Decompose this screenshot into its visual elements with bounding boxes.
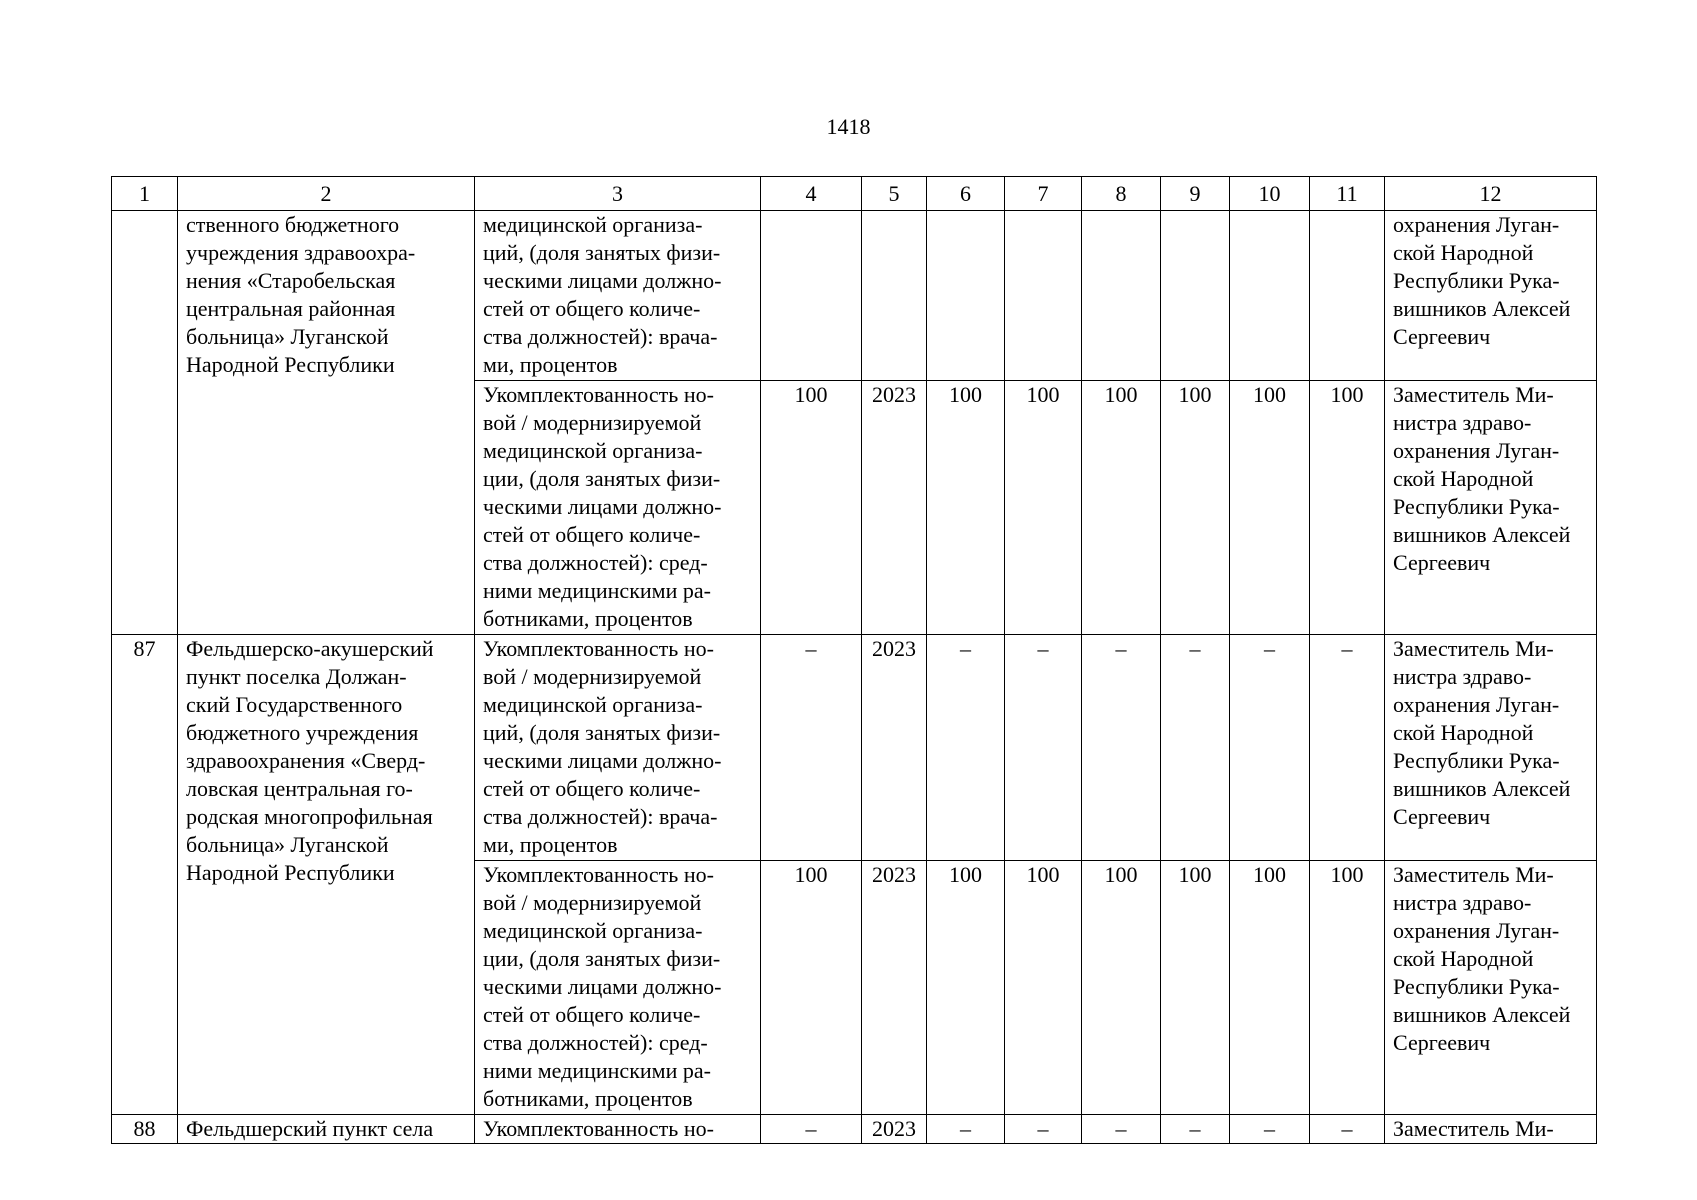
value-cell: 2023	[862, 381, 927, 635]
value-cell: 100	[1230, 381, 1310, 635]
indicator-cell: Укомплектованность но- вой / модернизируемой медицинской организа- ций, (доля занятых физи- ческими лицами должно- стей от общего количе- ства должностей): врача- ми, процентов	[475, 635, 761, 861]
value-cell: –	[1082, 1115, 1161, 1144]
column-header: 7	[1005, 177, 1082, 211]
header-row	[112, 177, 1597, 211]
column-header: 10	[1230, 177, 1310, 211]
value-cell	[1005, 211, 1082, 381]
table-row	[112, 635, 1597, 861]
value-cell: 100	[927, 381, 1005, 635]
value-cell: 100	[1005, 381, 1082, 635]
value-cell: 2023	[862, 635, 927, 861]
value-cell: –	[1230, 635, 1310, 861]
value-cell: 100	[1082, 861, 1161, 1115]
value-cell	[862, 211, 927, 381]
indicator-cell: Укомплектованность но- вой / модернизируемой медицинской организа- ции, (доля занятых физи- ческими лицами должно- стей от общего количе- ства должностей): сред- ними медицинскими ра- ботниками, процентов	[475, 861, 761, 1115]
value-cell: 100	[1230, 861, 1310, 1115]
value-cell	[1230, 211, 1310, 381]
indicator-cell: Укомплектованность но- вой / модернизируемой медицинской организа- ции, (доля занятых физи- ческими лицами должно- стей от общего количе- ства должностей): сред- ними медицинскими ра- ботниками, процентов	[475, 381, 761, 635]
indicators-table	[111, 176, 1597, 1144]
table-row	[112, 1115, 1597, 1144]
responsible-cell: Заместитель Ми-	[1385, 1115, 1597, 1144]
column-header: 3	[475, 177, 761, 211]
value-cell	[927, 211, 1005, 381]
value-cell	[1082, 211, 1161, 381]
value-cell: 100	[1310, 861, 1385, 1115]
value-cell	[1310, 211, 1385, 381]
value-cell: 100	[761, 861, 862, 1115]
indicator-cell: Укомплектованность но-	[475, 1115, 761, 1144]
value-cell: –	[1161, 1115, 1230, 1144]
value-cell: –	[1005, 1115, 1082, 1144]
value-cell: 100	[1082, 381, 1161, 635]
value-cell: 100	[1310, 381, 1385, 635]
value-cell: 100	[761, 381, 862, 635]
value-cell: 2023	[862, 861, 927, 1115]
value-cell: –	[1230, 1115, 1310, 1144]
value-cell: –	[1310, 635, 1385, 861]
responsible-cell: Заместитель Ми- нистра здраво- охранения Луган- ской Народной Республики Рука- вишников Алексей Сергеевич	[1385, 381, 1597, 635]
value-cell	[761, 211, 862, 381]
column-header: 2	[178, 177, 475, 211]
row-number-cell	[112, 211, 178, 635]
value-cell: –	[927, 635, 1005, 861]
value-cell: –	[1082, 635, 1161, 861]
value-cell: –	[927, 1115, 1005, 1144]
value-cell: –	[1005, 635, 1082, 861]
value-cell: 100	[927, 861, 1005, 1115]
column-header: 5	[862, 177, 927, 211]
value-cell: –	[761, 635, 862, 861]
institution-cell: ственного бюджетного учреждения здравоохра- нения «Старобельская центральная районная больница» Луганской Народной Республики	[178, 211, 475, 635]
row-number-cell: 88	[112, 1115, 178, 1144]
value-cell: 100	[1005, 861, 1082, 1115]
responsible-cell: охранения Луган- ской Народной Республики Рука- вишников Алексей Сергеевич	[1385, 211, 1597, 381]
value-cell: 100	[1161, 381, 1230, 635]
page-number: 1418	[826, 114, 871, 139]
value-cell: –	[1310, 1115, 1385, 1144]
value-cell: 100	[1161, 861, 1230, 1115]
institution-cell: Фельдшерский пункт села	[178, 1115, 475, 1144]
column-header: 8	[1082, 177, 1161, 211]
responsible-cell: Заместитель Ми- нистра здраво- охранения Луган- ской Народной Республики Рука- вишников Алексей Сергеевич	[1385, 861, 1597, 1115]
value-cell: –	[761, 1115, 862, 1144]
value-cell	[1161, 211, 1230, 381]
column-header: 11	[1310, 177, 1385, 211]
table-row	[112, 211, 1597, 381]
value-cell: –	[1161, 635, 1230, 861]
column-header: 12	[1385, 177, 1597, 211]
value-cell: 2023	[862, 1115, 927, 1144]
column-header: 6	[927, 177, 1005, 211]
column-header: 4	[761, 177, 862, 211]
column-header: 9	[1161, 177, 1230, 211]
row-number-cell: 87	[112, 635, 178, 1115]
indicator-cell: медицинской организа- ций, (доля занятых физи- ческими лицами должно- стей от общего количе- ства должностей): врача- ми, процентов	[475, 211, 761, 381]
responsible-cell: Заместитель Ми- нистра здраво- охранения Луган- ской Народной Республики Рука- вишников Алексей Сергеевич	[1385, 635, 1597, 861]
column-header: 1	[112, 177, 178, 211]
institution-cell: Фельдшерско-акушерский пункт поселка Должан- ский Государственного бюджетного учреждения здравоохранения «Сверд- ловская центральная го- родская многопрофильная больница» Луганской Народной Республики	[178, 635, 475, 1115]
